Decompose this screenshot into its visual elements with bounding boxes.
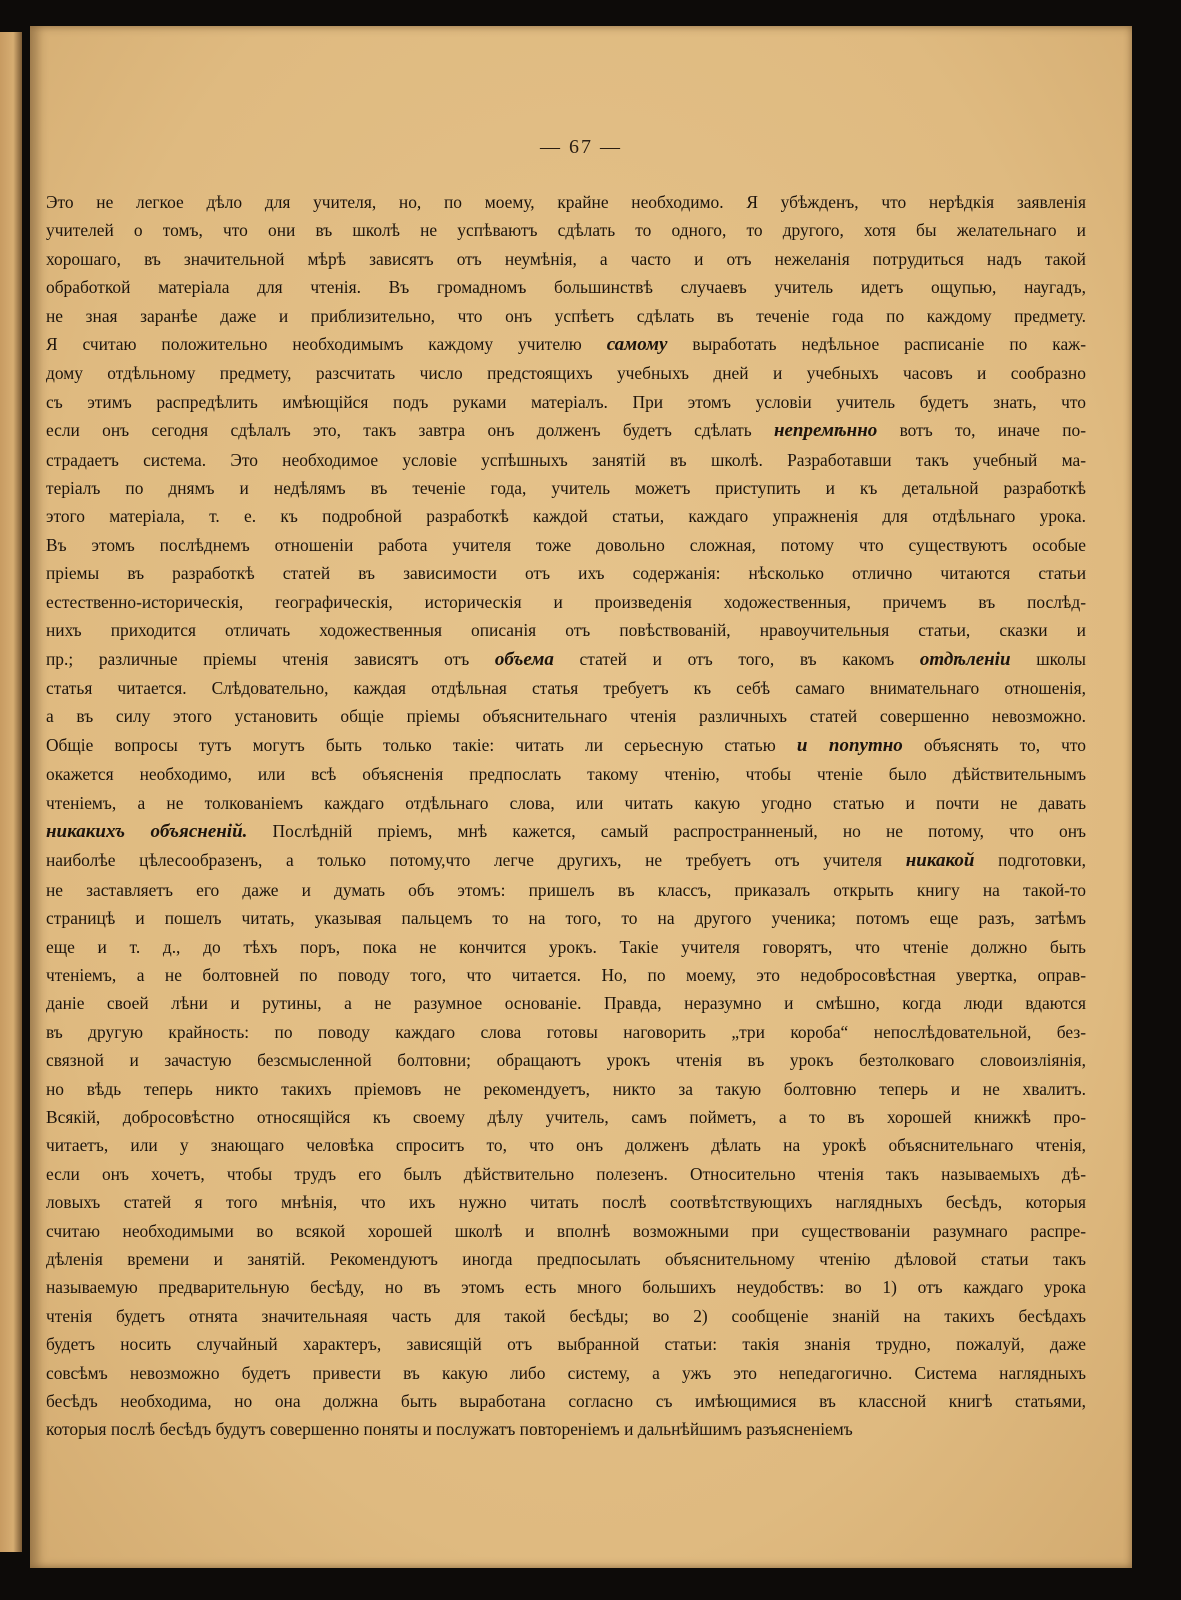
text-line: будетъ носить случайный характеръ, зависящій отъ выбранной статьи: такія знанія трудно, пожалуй, даже <box>46 1334 1086 1355</box>
text-line: въ другую крайность: по поводу каждаго слова готовы наговорить „три короба“ непослѣдовательной, без- <box>46 1021 1086 1042</box>
text-line: наиболѣе цѣлесообразенъ, а только потому,что легче другихъ, не требуетъ отъ учителя никакой подготовки, <box>46 850 1086 872</box>
text-line: Въ этомъ послѣднемъ отношеніи работа учителя тоже довольно сложная, потому что существуютъ особые <box>46 534 1086 555</box>
text-line: съ этимъ распредѣлить имѣющійся подъ руками матеріалъ. При этомъ условіи учитель будетъ знать, что <box>46 391 1086 412</box>
text-line: естественно-историческія, географическія, историческія и произведенія ходожественныя, причемъ въ послѣд- <box>46 591 1086 612</box>
text-line: обработкой матеріала для чтенія. Въ громадномъ большинствѣ случаевъ учитель идетъ ощупью, наугадъ, <box>46 277 1086 298</box>
book-page <box>30 26 1132 1568</box>
text-line: совсѣмъ невозможно будетъ привести въ какую либо систему, а ужъ это непедагогично. Система наглядныхъ <box>46 1362 1086 1383</box>
text-line: чтеніемъ, а не толкованіемъ каждаго отдѣльнаго слова, или читать какую угодно статью и почти не давать <box>46 792 1086 813</box>
text-line: еще и т. д., до тѣхъ поръ, пока не кончится урокъ. Такіе учителя говорятъ, что чтеніе должно быть <box>46 936 1086 957</box>
text-line: этого матеріала, т. е. къ подробной разработкѣ каждой статьи, каждаго упражненія для отдѣльнаго урока. <box>46 506 1086 527</box>
text-line: хорошаго, въ значительной мѣрѣ зависятъ отъ неумѣнія, а часто и отъ нежеланія потрудиться надъ такой <box>46 248 1086 269</box>
text-line: страницѣ и пошелъ читать, указывая пальцемъ то на того, то на другого ученика; потомъ еще разъ, затѣмъ <box>46 908 1086 929</box>
text-line: считаю необходимыми во всякой хорошей школѣ и вполнѣ возможными при существованіи разумнаго распре- <box>46 1220 1086 1241</box>
text-line: Всякій, добросовѣстно относящійся къ своему дѣлу учитель, самъ пойметъ, а то въ хорошей книжкѣ про- <box>46 1107 1086 1127</box>
text-line: но вѣдь теперь никто такихъ пріемовъ не рекомендуетъ, никто за такую болтовню теперь и не хвалитъ. <box>46 1078 1086 1099</box>
text-line: статья читается. Слѣдовательно, каждая отдѣльная статья требуетъ къ себѣ самаго внимательнаго отношенія, <box>46 677 1086 698</box>
text-line: называемую предварительную бесѣду, но въ этомъ есть много большихъ неудобствъ: во 1) отъ каждаго урока <box>46 1277 1086 1298</box>
text-line: страдаетъ система. Это необходимое условіе успѣшныхъ занятій въ школѣ. Разработавши такъ учебный ма- <box>46 449 1086 470</box>
text-line: если онъ хочетъ, чтобы трудъ его былъ дѣйствительно полезенъ. Относительно чтенія такъ называемыхъ дѣ- <box>46 1163 1086 1184</box>
text-line: нихъ приходится отличать ходожественныя описанія отъ повѣствованій, нравоучительныя статьи, сказки и <box>46 620 1086 641</box>
text-line: чтеніемъ, а не болтовней по поводу того, что читается. Но, по моему, это недобросовѣстная увертка, оправ- <box>46 964 1086 985</box>
text-line: даніе своей лѣни и рутины, а не разумное основаніе. Правда, неразумно и смѣшно, когда люди вдаются <box>46 993 1086 1014</box>
text-line: пр.; различные пріемы чтенія зависятъ отъ объема статей и отъ того, въ какомъ отдѣленіи школы <box>46 648 1086 670</box>
text-line: чтенія будетъ отнята значительнаяя часть для такой бесѣды; во 2) сообщеніе знаній на такихъ бесѣдахъ <box>46 1305 1086 1326</box>
text-line: пріемы въ разработкѣ статей въ зависимости отъ ихъ содержанія: нѣсколько отлично читаются статьи <box>46 563 1086 584</box>
text-line: Это не легкое дѣло для учителя, но, по моему, крайне необходимо. Я убѣжденъ, что нерѣдкія заявленія <box>46 192 1086 212</box>
text-line: Я считаю положительно необходимымъ каждому учителю самому выработать недѣльное расписаніе по каж- <box>46 334 1086 356</box>
text-line: бесѣдъ необходима, но она должна быть выработана согласно съ имѣющимися въ классной книгѣ статьями, <box>46 1391 1086 1412</box>
text-line: не заставляетъ его даже и думать объ этомъ: пришелъ въ классъ, приказалъ открыть книгу на такой-то <box>46 879 1086 900</box>
text-line: никакихъ объясненій. Послѣдній пріемъ, мнѣ кажется, самый распространненый, но не потому, что онъ <box>46 820 1086 842</box>
text-line: связной и зачастую безсмысленной болтовни; обращаютъ урокъ чтенія въ урокъ безтолковаго словоизліянія, <box>46 1050 1086 1071</box>
text-line: которыя послѣ бесѣдъ будутъ совершенно поняты и послужатъ повтореніемъ и дальнѣйшимъ разъясненіемъ <box>46 1419 853 1440</box>
text-line: не зная заранѣе даже и приблизительно, что онъ успѣетъ сдѣлать въ теченіе года по каждому предмету. <box>46 305 1086 326</box>
text-line: учителей о томъ, что они въ школѣ не успѣваютъ сдѣлать то одного, то другого, хотя бы желательнаго и <box>46 220 1086 241</box>
text-line: дому отдѣльному предмету, разсчитать число предстоящихъ учебныхъ дней и учебныхъ часовъ и сообразно <box>46 363 1086 384</box>
body-text <box>46 188 1086 1444</box>
text-line: окажется необходимо, или всѣ объясненія предпослать такому чтенію, чтобы чтеніе было дѣйствительнымъ <box>46 764 1086 785</box>
text-line: ловыхъ статей я того мнѣнія, что ихъ нужно читать послѣ соотвѣтствующихъ наглядныхъ бесѣдъ, которыя <box>46 1192 1086 1213</box>
page-number: — 67 — <box>540 136 622 158</box>
text-line: читаетъ, или у знающаго человѣка спроситъ то, что онъ долженъ дѣлать на урокѣ объяснительнаго чтенія, <box>46 1135 1086 1156</box>
text-line: Общіе вопросы тутъ могутъ быть только такіе: читать ли серьесную статью и попутно объяснять то, что <box>46 734 1086 756</box>
text-line: если онъ сегодня сдѣлалъ это, такъ завтра онъ долженъ будетъ сдѣлать непремѣнно вотъ то, иначе по- <box>46 420 1086 442</box>
text-line: а въ силу этого установить общіе пріемы объяснительнаго чтенія различныхъ статей совершенно невозможно. <box>46 706 1086 727</box>
text-line: теріалъ по днямъ и недѣлямъ въ теченіе года, учитель можетъ приступить и къ детальной разработкѣ <box>46 478 1086 499</box>
text-line: дѣленія времени и занятій. Рекомендуютъ иногда предпосылать объяснительному чтенію дѣловой статьи такъ <box>46 1249 1086 1270</box>
previous-page-edge <box>0 32 22 1552</box>
